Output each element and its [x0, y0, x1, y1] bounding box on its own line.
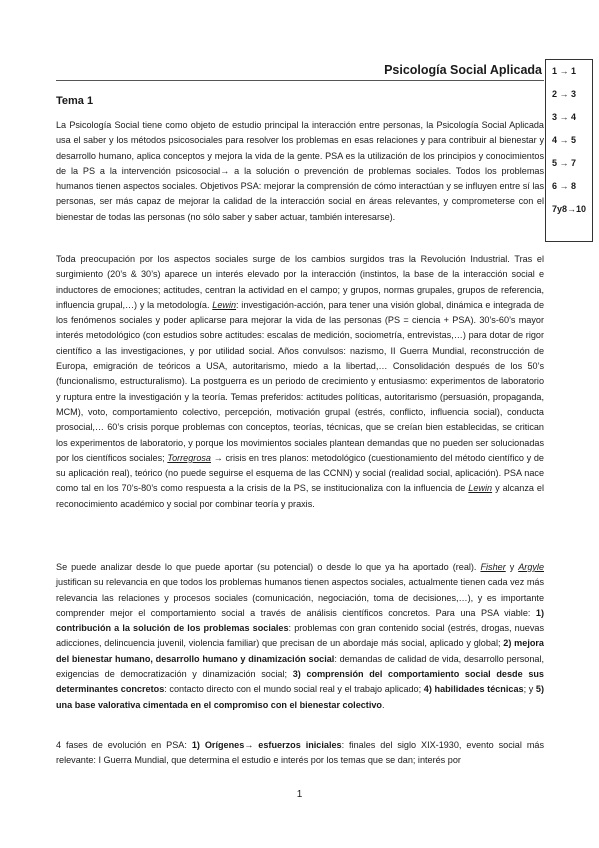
key-point: 1) Orígenes→ esfuerzos iniciales: [191, 740, 342, 750]
author-reference[interactable]: Lewin: [212, 299, 237, 310]
index-item[interactable]: 4 → 5: [552, 135, 577, 145]
page-index-box: [545, 59, 593, 242]
key-point: 2) mejora del bienestar humano, desarrollo humano y dinamización social: [56, 638, 544, 664]
text-run: : investigación-acción, para tener una visión global, dinámica e integrada de los fenómenos sociales y poder aplicarse para mejorar la vida de las personas (PS = ciencia + PSA). 30’s-60’s mayor interés metodológico (con estudios sobre actitudes: escalas de medición, sociometría, entrevistas,…) para dotar de rigor científico a las investigaciones, y por utilidad social. Años convulsos: nazismo, II Guerra Mundial, reconstrucción de Europa, emigración de teóricos a USA, autoritarismo, miedo a la libertad,… Consolidación después de los 50’s (funcionalismo, estructuralismo). La postguerra es un periodo de crecimiento y entusiasmo: experimentos de laboratorio y ruptura entre la investigación y la teoría. Temas preferidos: actitudes políticas, autoritarismo (persuasión, propaganda, MCM), voto, comportamiento colectivo, percepción, motivación grupal (estrés, conflicto, influencia social), conducta prosocial,… 60’s crisis porque problemas con conceptos, teorías, técnicas, que se creían bien establecidas, se critican los experimentos de laboratorio, y porque los movimientos sociales plantean demandas que no pueden ser solucionadas por los científicos sociales;: [56, 299, 544, 463]
document-title: Psicología Social Aplicada: [384, 63, 542, 77]
text-run: : finales del siglo XIX-1930, evento social más relevante: I Guerra Mundial, que determina el estudio e interés por los temas que se dan; interés por: [56, 740, 544, 766]
text-run: : problemas con gran contenido social (estrés, drogas, nuevas adicciones, delincuencia juvenil, violencia familiar) que precisan de un abordaje más social, aplicado y global;: [56, 623, 544, 649]
index-item[interactable]: 5 → 7: [552, 158, 577, 168]
text-run: y: [509, 562, 515, 572]
page-number: 1: [296, 789, 303, 800]
paragraph-intro: La Psicología Social tiene como objeto de estudio principal la interacción entre personas, la Psicología Social Aplicada usa el saber y los métodos psicosociales para resolver los problemas en esas relaciones y para contribuir al bienestar y desarrollo humano, aplica conceptos y mejora la vida de la gente. PSA es la utilización de los principios y conocimientos de la PS a la intervención psicosocial→ a la solución o prevención de problemas sociales. Todos los problemas humanos tienen aspectos sociales. Objetivos PSA: mejorar la comprensión de cómo interactúan y se influyen entre sí las personas, ser más capaz de mejorar la calidad de la interacción social en áreas relevantes, y comprometerse con el bienestar de todas las personas (no sólo saber y saber actuar, también interesarse).: [56, 120, 544, 222]
author-reference[interactable]: Argyle: [518, 562, 545, 572]
title-divider: [56, 80, 544, 81]
index-item[interactable]: 2 → 3: [552, 89, 577, 99]
index-item[interactable]: 6 → 8: [552, 181, 577, 191]
paragraph-relevance: [56, 560, 544, 713]
text-run: ; y: [523, 684, 534, 695]
index-item[interactable]: 3 → 4: [552, 112, 577, 122]
key-point: 5) una base valorativa cimentada en el compromiso con el bienestar colectivo: [56, 684, 545, 710]
text-run: : contacto directo con el mundo social real y el trabajo aplicado;: [164, 684, 422, 695]
text-run: : demandas de calidad de vida, desarrollo personal, exigencias de democratización y dinamización social;: [56, 653, 545, 680]
key-point: 3) comprensión del comportamiento social desde sus determinantes concretos: [56, 669, 544, 695]
text-run: Toda preocupación por los aspectos sociales surge de los cambios surgidos tras la Revolución Industrial. Tras el surgimiento (20’s & 30’s) aparece un interés elevado por la interacción (instintos, la base de la interacción social e inductores de emociones; actitudes, centran la actividad en el campo; y grupos, normas grupales, grupos de referencia, influencia grupal,…) y la metodología.: [56, 254, 544, 310]
text-run: → crisis en tres planos: metodológico (cuestionamiento del método científico y de su aplicación real), teórico (no puede seguirse el esquema de las CCNN) y social (realidad social, aplicación). PSA nace como tal en los 70’s-80’s como respuesta a la crisis de la PS, se institucionaliza con la influencia de: [56, 452, 544, 494]
text-run: justifican su relevancia en que todos los problemas humanos tienen aspectos sociales, actualmente tienen cada vez más relevancia las relaciones y procesos sociales (comunicación, negociación, toma de decisiones,…), y es importante comprender mejor el comportamiento social a través de análisis científicos concretos. Para una PSA viable:: [56, 577, 544, 618]
author-reference[interactable]: Lewin: [468, 483, 493, 494]
index-item[interactable]: 1 → 1: [552, 66, 577, 76]
author-reference[interactable]: Torregrosa: [167, 452, 211, 463]
index-item[interactable]: 7y8→10: [552, 204, 587, 214]
key-point: 4) habilidades técnicas: [423, 684, 524, 695]
section-heading: Tema 1: [56, 95, 94, 107]
text-run: y alcanza el reconocimiento académico y social por combinar teoría y praxis.: [56, 483, 545, 509]
paragraph-history: [56, 252, 544, 512]
author-reference[interactable]: Fisher: [480, 562, 506, 572]
key-point: 1) contribución a la solución de los problemas sociales: [56, 607, 544, 634]
text-run: .: [381, 699, 385, 710]
text-run: Se puede analizar desde lo que puede aportar (su potencial) o desde lo que ya ha aportado (real).: [56, 562, 477, 572]
paragraph-phases: [56, 738, 544, 769]
text-run: 4 fases de evolución en PSA:: [56, 740, 187, 750]
